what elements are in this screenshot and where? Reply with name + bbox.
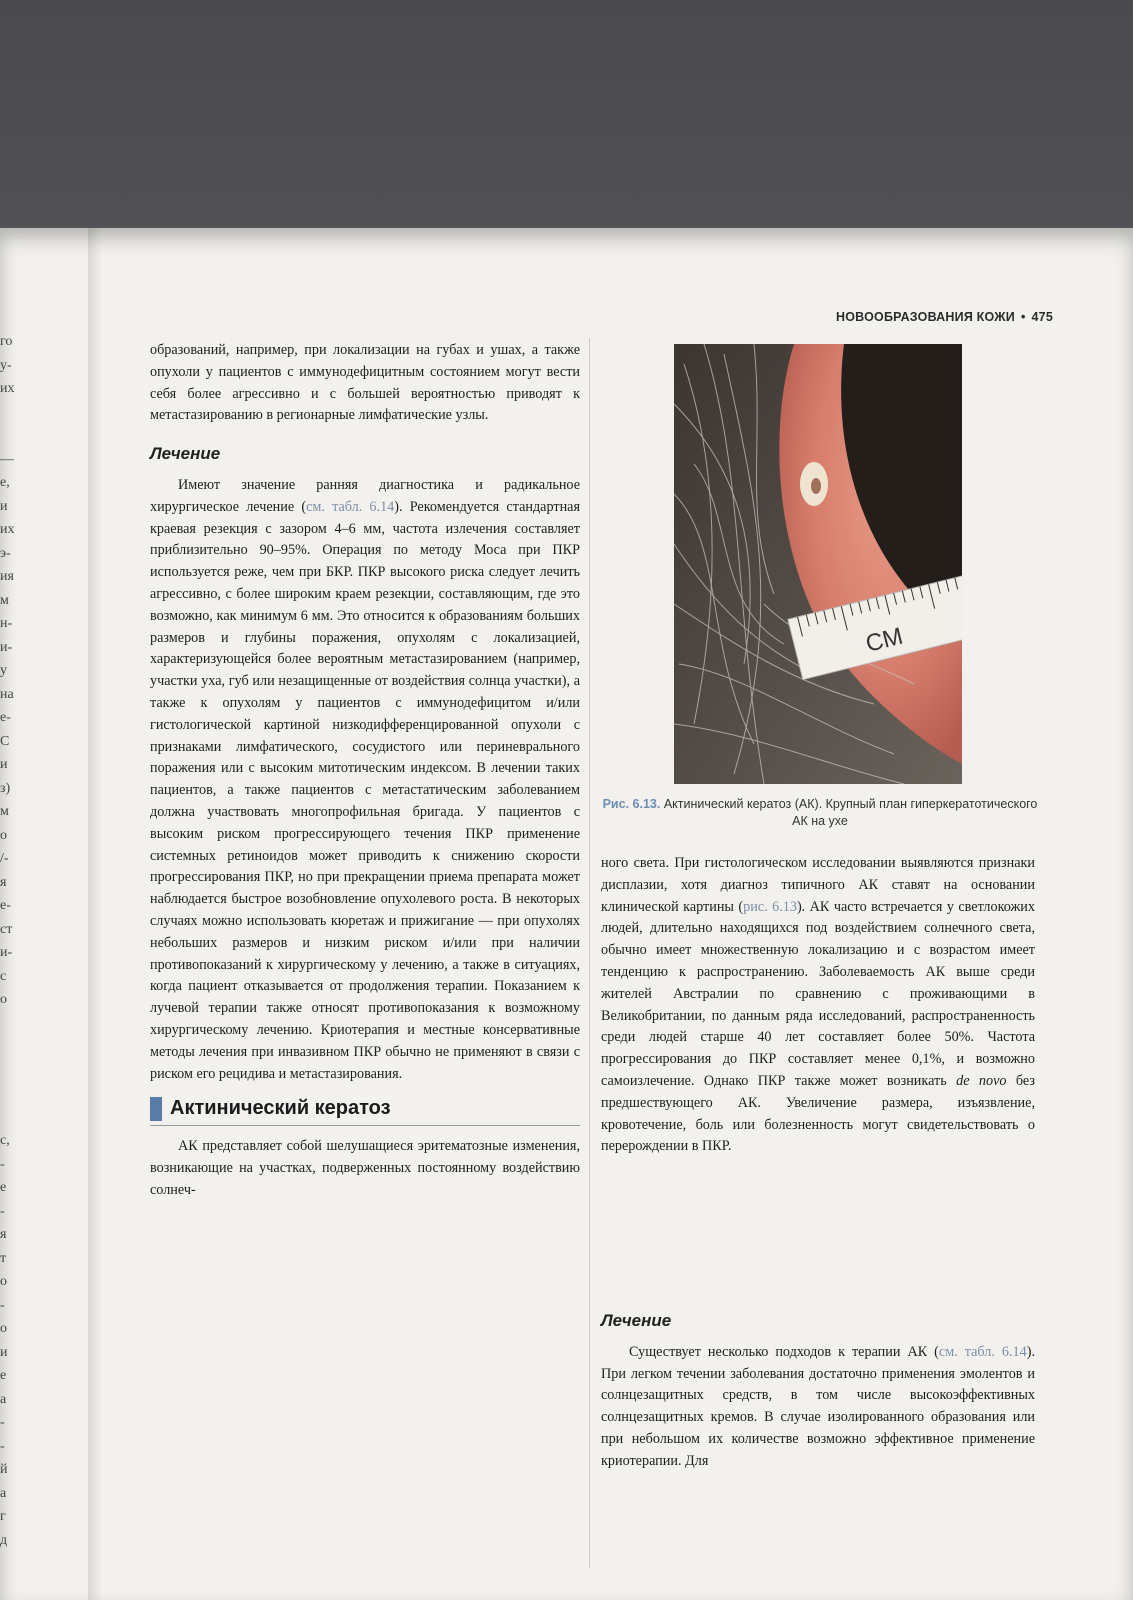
treatment-text-start: Имеют значение ранняя диагностика и радикальное хирургическое лечение (	[150, 476, 580, 515]
actinic-keratosis-paragraph: АК представляет собой шелушащиеся эритематозные изменения, возникающие на участках, подверженных постоянному воздействию солнеч-	[150, 1138, 580, 1198]
margin-fragment: с,	[0, 1133, 10, 1148]
margin-fragment: и	[0, 757, 8, 772]
de-novo-term: de novo	[956, 1072, 1007, 1089]
ear-photo-illustration	[674, 344, 962, 784]
figure-photo	[674, 344, 962, 784]
margin-fragment: ия	[0, 569, 14, 584]
page-gutter-shadow	[88, 228, 102, 1600]
margin-fragment: я	[0, 874, 7, 890]
ak-treatment-paragraph	[601, 1342, 1035, 1473]
intro-paragraph: образований, например, при локализации на губах и ушах, а также опухоли у пациентов с иммунодефицитным состоянием могут вести себя более агрессивно и с большей вероятностью приводят к метастазированию в регионарные лимфатические узлы.	[150, 342, 580, 424]
margin-fragment	[0, 401, 18, 425]
ak-treatment-heading: Лечение	[601, 1311, 672, 1330]
margin-fragment: а	[0, 1391, 7, 1407]
margin-fragment: -	[0, 1156, 5, 1172]
ak-treatment-text-rest: ). При легком течении заболевания достаточно применения эмолентов и солнцезащитных средств, в том числе высокоэффективных солнцезащитных кремов. В случае изолированного образования или при небольшом их количестве возможно эффективное применение криотерапии. Для	[601, 1343, 1035, 1469]
margin-fragment: -	[0, 1415, 5, 1430]
figure-caption	[600, 796, 1040, 830]
margin-fragment: и	[0, 498, 8, 514]
margin-fragment: /-	[0, 851, 9, 866]
margin-fragment: о	[0, 1274, 7, 1289]
margin-fragment: го	[0, 334, 13, 349]
treatment-text-rest: ). Рекомендуется стандартная краевая резекция с зазором 4–6 мм, частота излечения составляет приблизительно 90–95%. Операция по методу Моса при ПКР используется реже, чем при БКР. ПКР высокого риска следует лечить агрессивно, с более широким краем резекции, составляющим, где это возможно, как минимум 6 мм. Это относится к образованиям больших размеров и глубины поражения, опухолям с локализацией, характеризующейся более вероятным метастазированием (например, участки уха, губ или незащищенные от воздействия солнца участки), а также к опухолям у пациентов с иммунодефицитом и/или гистологической картиной низкодифференцированной опухоли с признаками лимфатического, сосудистого или периневрального поражения или с высоким митотическим индексом. В лечении таких пациентов, а также пациентов с метастатическим заболеванием должна участвовать многопрофильная бригада. У пациентов с высоким риском прогрессирующего течения ПКР применение системных ретиноидов может приводить к снижению скорости прогрессирования ПКР, но при прекращении приема препарата может наблюдается быстрое возобновление опухолевого роста. В некоторых случаях можно использовать кюретаж и прижигание — при опухолях небольших размеров и низким риском и/или при наличии противопоказаний к хирургическому у лечению, а также в ситуациях, когда пациент отказывается от продолжения терапии. Показанием к лучевой терапии также относят противопоказания к возможному хирургическому лечению. Криотерапия и местные консервативные методы лечения при инвазивном ПКР обычно не применяют в связи с риском его рецидива и метастазирования.	[150, 498, 580, 1082]
ruler-label: СМ	[863, 622, 906, 658]
margin-fragment: о	[0, 1321, 7, 1336]
margin-fragment: их	[0, 381, 15, 396]
margin-fragment: их	[0, 522, 15, 537]
margin-fragment: д	[0, 1532, 8, 1548]
ak-description-paragraph	[601, 853, 1035, 1158]
figure-reference-link[interactable]: рис. 6.13	[743, 898, 797, 915]
margin-fragment: и-	[0, 639, 13, 655]
margin-fragment: н-	[0, 616, 13, 631]
margin-fragment: и-	[0, 945, 13, 960]
margin-fragment: м	[0, 592, 9, 608]
margin-fragment: с	[0, 968, 7, 984]
margin-fragment: о	[0, 827, 7, 843]
ak-text-end: без предшествующего АК. Увеличение размера, изъязвление, кровотечение, боль или болезненность могут свидетельствовать о перерождении в ПКР.	[601, 1072, 1036, 1155]
right-column-treatment	[601, 1310, 1035, 1473]
figure-caption-text: Актинический кератоз (АК). Крупный план гиперкератотического АК на ухе	[663, 797, 1038, 828]
ak-text-start: ного света. При гистологическом исследовании выявляются признаки дисплазии, хотя диагноз типичного АК ставят на основании клинической картины (	[601, 855, 1035, 915]
margin-fragment: й	[0, 1462, 8, 1477]
lesion-center	[811, 478, 821, 494]
margin-fragment: е-	[0, 710, 11, 725]
margin-fragment	[0, 1059, 18, 1083]
margin-fragment: у-	[0, 357, 12, 373]
margin-fragment: С	[0, 733, 10, 749]
margin-fragment: и	[0, 1344, 8, 1360]
table-reference-link-2[interactable]: см. табл. 6.14	[938, 1343, 1027, 1360]
margin-fragment: т	[0, 1250, 7, 1266]
margin-fragment: на	[0, 686, 14, 702]
margin-fragment: г	[0, 1509, 6, 1524]
running-head-section: НОВООБРАЗОВАНИЯ КОЖИ	[836, 310, 1015, 324]
running-head-separator: •	[1020, 310, 1026, 324]
ak-text-mid: ). АК часто встречается у светлокожих людей, длительно находящихся под воздействием солнечного света, обычно имеет множественную локализацию и с возрастом имеет тенденцию к распространению. Заболеваемость АК выше среди жителей Австралии по сравнению с проживающими в Великобритании, по данным ряда исследований, распространенность среди людей старше 40 лет составляет более 50%. Частота прогрессирования до ПКР составляет менее 0,1%, и возможно самоизлечение. Однако ПКР также может возникать	[601, 898, 1035, 1089]
table-reference-link[interactable]: см. табл. 6.14	[306, 498, 395, 515]
margin-fragment: о	[0, 992, 7, 1007]
treatment-heading: Лечение	[150, 444, 221, 464]
left-column	[150, 340, 580, 1202]
ak-treatment-text-start: Существует несколько подходов к терапии АК (	[629, 1343, 939, 1360]
margin-fragment	[0, 1106, 18, 1130]
margin-fragment: у	[0, 663, 7, 678]
page-number: 475	[1031, 310, 1053, 324]
margin-fragment	[0, 1035, 18, 1059]
right-column	[601, 853, 1035, 1158]
margin-fragment: э-	[0, 545, 11, 561]
margin-fragment	[0, 1082, 18, 1106]
margin-fragment: -	[0, 1438, 5, 1454]
scanner-dark-area	[0, 0, 1133, 240]
margin-fragment: е,	[0, 475, 10, 490]
margin-fragment	[0, 424, 18, 448]
margin-fragment: е	[0, 1180, 7, 1195]
section-title: Актинический кератоз	[170, 1097, 391, 1120]
margin-fragment: з)	[0, 780, 11, 796]
section-marker	[150, 1097, 162, 1121]
treatment-paragraph	[150, 475, 580, 1085]
margin-fragment: -	[0, 1297, 5, 1313]
margin-fragment: —	[0, 451, 14, 467]
margin-fragment	[0, 1012, 18, 1036]
margin-fragment: а	[0, 1485, 7, 1501]
margin-fragment: ст	[0, 921, 13, 937]
margin-fragment: -	[0, 1203, 5, 1219]
column-divider	[589, 338, 590, 1568]
previous-page-edge	[0, 330, 18, 1600]
margin-fragment: я	[0, 1227, 7, 1242]
figure-number: Рис. 6.13.	[602, 797, 661, 811]
running-head	[700, 310, 1053, 324]
section-heading	[150, 1097, 580, 1126]
margin-fragment: е-	[0, 898, 11, 913]
margin-fragment: е	[0, 1368, 7, 1383]
margin-fragment: м	[0, 804, 9, 819]
